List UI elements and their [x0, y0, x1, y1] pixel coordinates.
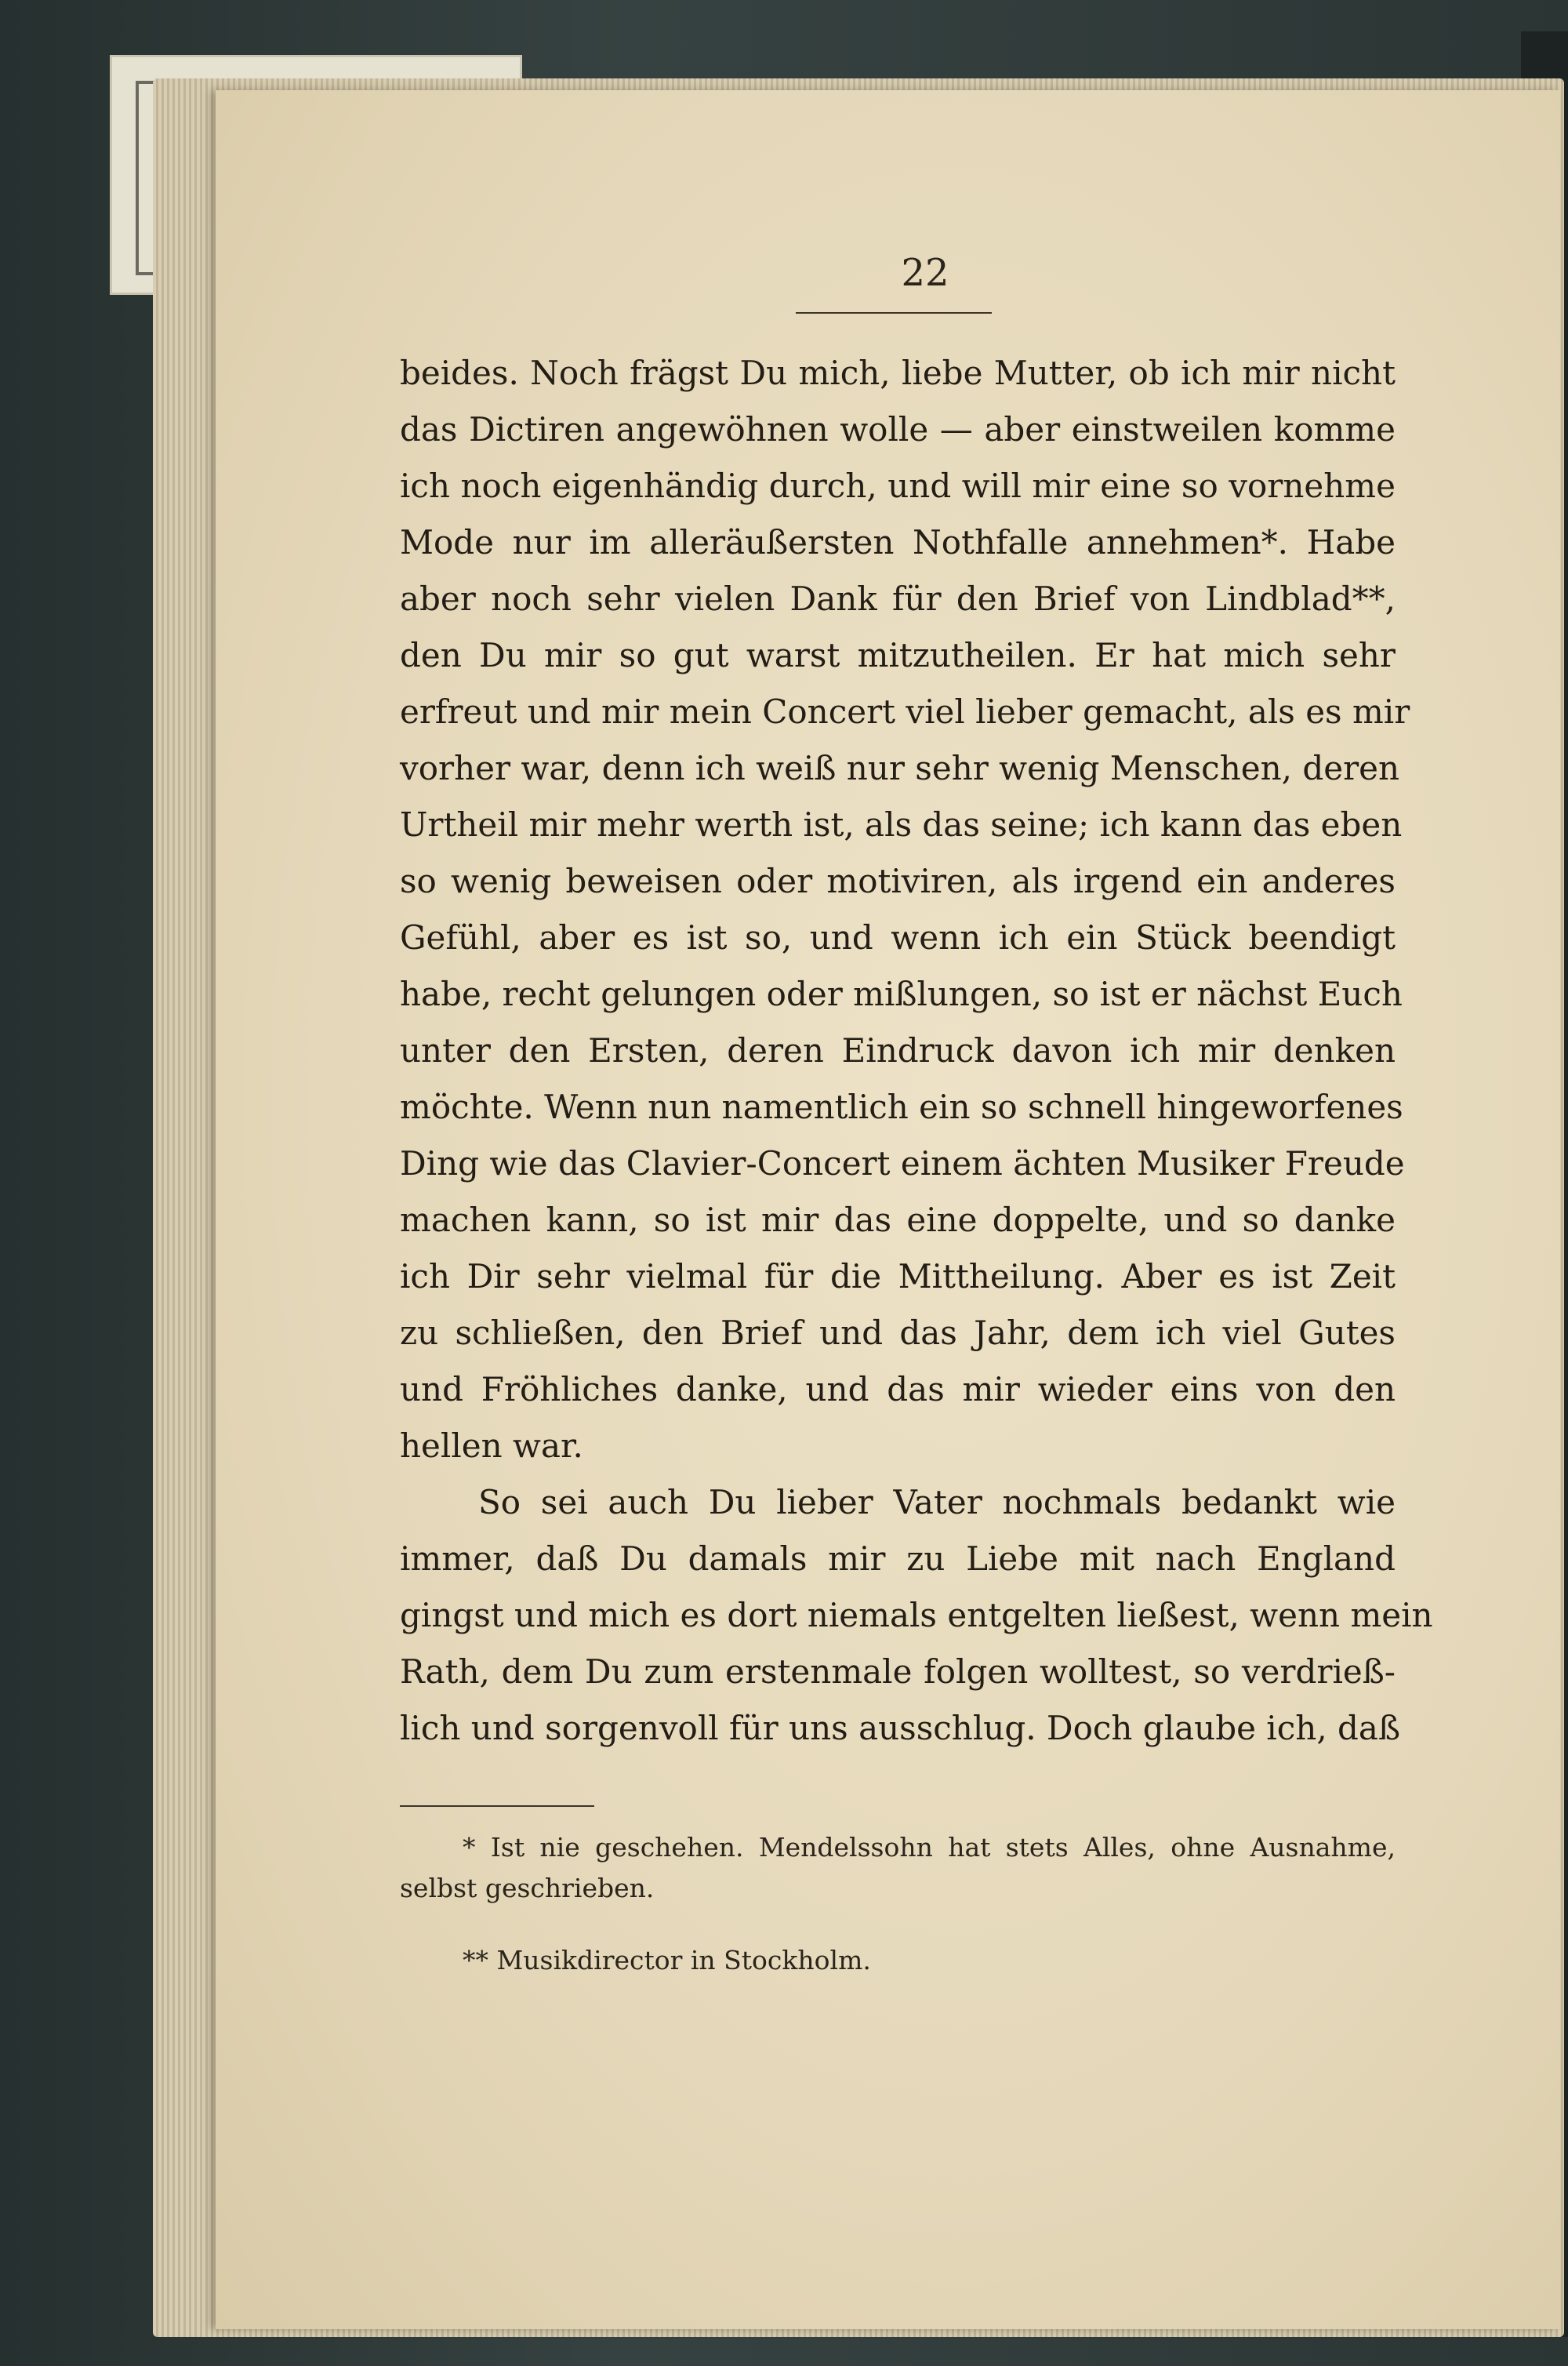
text-line: machen kann, so ist mir das eine doppelte, und so danke — [400, 1201, 1396, 1239]
footnotes — [400, 1827, 1396, 1981]
text-line: immer, daß Du damals mir zu Liebe mit nach England — [400, 1539, 1396, 1578]
footnote-2: ** Musikdirector in Stockholm. — [463, 1945, 871, 1975]
text-line: aber noch sehr vielen Dank für den Brief von Lindblad**, — [400, 580, 1396, 618]
text-line: Urtheil mir mehr werth ist, als das seine; ich kann das eben — [400, 805, 1403, 844]
text-line-paragraph-start: So sei auch Du lieber Vater nochmals bedankt wie — [478, 1483, 1396, 1521]
text-line: ich Dir sehr vielmal für die Mittheilung. Aber es ist Zeit — [400, 1257, 1396, 1296]
text-line: erfreut und mir mein Concert viel lieber gemacht, als es mir — [400, 692, 1410, 731]
page-number: 22 — [901, 251, 949, 295]
body-text — [400, 345, 1433, 1757]
text-line: unter den Ersten, deren Eindruck davon ich mir denken — [400, 1031, 1396, 1070]
footnote-rule — [400, 1805, 594, 1807]
text-line: das Dictiren angewöhnen wolle — aber einstweilen komme — [400, 410, 1396, 449]
text-line: Rath, dem Du zum erstenmale folgen wolltest, so verdrieß- — [400, 1652, 1396, 1691]
text-line: Mode nur im alleräußersten Nothfalle annehmen*. Habe — [400, 523, 1396, 562]
text-line: Gefühl, aber es ist so, und wenn ich ein Stück beendigt — [400, 918, 1396, 957]
page-number-rule — [796, 312, 992, 314]
text-line: und Fröhliches danke, und das mir wieder eins von den — [400, 1370, 1396, 1408]
text-line: beides. Noch frägst Du mich, liebe Mutter, ob ich mir nicht — [400, 354, 1396, 392]
text-line: den Du mir so gut warst mitzutheilen. Er hat mich sehr — [400, 636, 1396, 674]
text-line: so wenig beweisen oder motiviren, als irgend ein anderes — [400, 862, 1396, 900]
text-line-paragraph-end: hellen war. — [400, 1427, 583, 1465]
text-line: ich noch eigenhändig durch, und will mir eine so vornehme — [400, 467, 1396, 505]
text-line: Ding wie das Clavier-Concert einem ächten Musiker Freude — [400, 1144, 1405, 1183]
footnote-1-line-2: selbst geschrieben. — [400, 1873, 655, 1903]
text-line: lich und sorgenvoll für uns ausschlug. Doch glaube ich, daß — [400, 1709, 1400, 1747]
text-line: möchte. Wenn nun namentlich ein so schnell hingeworfenes — [400, 1088, 1403, 1126]
text-line: gingst und mich es dort niemals entgelten ließest, wenn mein — [400, 1596, 1433, 1634]
text-line: zu schließen, den Brief und das Jahr, dem ich viel Gutes — [400, 1314, 1396, 1352]
text-line: habe, recht gelungen oder mißlungen, so ist er nächst Euch — [400, 975, 1403, 1013]
text-line: vorher war, denn ich weiß nur sehr wenig Menschen, deren — [400, 749, 1400, 787]
footnote-1-line-1: * Ist nie geschehen. Mendelssohn hat stets Alles, ohne Ausnahme, — [463, 1832, 1396, 1863]
